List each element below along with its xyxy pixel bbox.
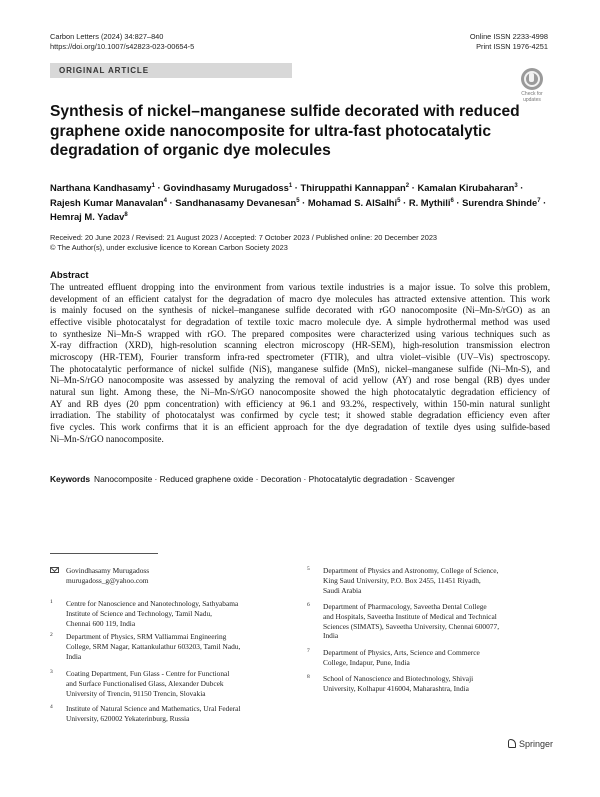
print-issn: Print ISSN 1976-4251: [476, 42, 548, 51]
author-name: Thiruppathi Kannappan: [300, 182, 406, 194]
affiliation-number: 7: [307, 648, 310, 654]
author-name: R. Mythili: [408, 196, 451, 208]
affiliation-line: Department of Physics, Arts, Science and Commerce: [323, 648, 480, 657]
affiliation-number: 6: [307, 602, 310, 608]
corresponding-name: Govindhasamy Murugadoss: [66, 566, 150, 575]
keywords-text: Nanocomposite · Reduced graphene oxide · Decoration · Photocatalytic degradation · Scavenger: [94, 474, 455, 484]
envelope-icon: [50, 567, 59, 573]
author-name: Hemraj M. Yadav: [50, 211, 125, 223]
journal-header: [50, 32, 194, 52]
abstract-line: X-ray diffraction (XRD), high-resolution scanning electron microscopy (HR-SEM), high-resolution transmission electron: [50, 340, 550, 351]
affiliation-number: 5: [307, 566, 310, 572]
keywords: [50, 474, 550, 485]
abstract-line: The photocatalytic performance of nickel sulfide (NiS), manganese sulfide (MnS), nickel–manganese sulfide (Ni–Mn-S), and: [50, 363, 550, 374]
footnote-divider: [50, 553, 158, 554]
author-affiliation-ref: 4: [163, 197, 167, 204]
abstract-line: irradiation. The stability of photocatalyst was confirmed by cycle test; it showed stable degradation efficiency even after: [50, 410, 550, 421]
online-issn: Online ISSN 2233-4998: [469, 32, 548, 41]
abstract-body: [50, 282, 550, 445]
affiliation-line: India: [323, 631, 339, 641]
abstract-line: natural sun light. Among these, the Ni–Mn-S/rGO nanocomposite showed the high photocatalytic degradation efficiency of: [50, 386, 550, 397]
affiliation-line: and Hospitals, Saveetha Institute of Medical and Technical: [323, 611, 497, 621]
author-affiliation-ref: 2: [405, 183, 410, 189]
issn-header: [470, 32, 548, 52]
affiliation-line: Saudi Arabia: [323, 585, 362, 595]
affiliation-line: Institute of Natural Science and Mathematics, Ural Federal: [66, 704, 241, 713]
author-name: Sandhanasamy Devanesan: [175, 196, 297, 208]
badge-line-2: updates: [523, 97, 541, 103]
springer-horse-icon: [508, 739, 516, 748]
affiliation-line: Chennai 600 119, India: [66, 618, 136, 628]
affiliation-line: Department of Pharmacology, Saveetha Dental College: [323, 602, 487, 611]
publisher-logo: [508, 739, 553, 749]
abstract-line: five cycles. This work confirms that it is an efficient approach for the dye degradation of textile dyes using sulfide-based: [50, 421, 550, 432]
affiliation-line: India: [66, 651, 82, 661]
affiliation-number: 2: [50, 632, 53, 638]
author-affiliation-ref: 1: [288, 183, 293, 189]
author-name: Kamalan Kirubaharan: [417, 182, 515, 194]
affiliation-line: University, 620002 Yekaterinburg, Russia: [66, 713, 190, 723]
abstract-line: effective visible photocatalyst for degradation of textile toxic macro molecule dye. A simple hydrothermal method was used: [50, 316, 550, 327]
article-type-banner: [50, 63, 292, 78]
affiliation-line: Sciences (SIMATS), Saveetha University, Chennai 600077,: [323, 621, 500, 631]
affiliation-number: 1: [50, 599, 53, 605]
author-affiliation-ref: 5: [397, 197, 401, 204]
abstract-line: Ni–Mn-S/rGO nanocomposite.: [50, 433, 164, 444]
affiliation-number: 3: [50, 669, 53, 675]
author-affiliation-ref: 1: [151, 183, 155, 189]
keywords-label: Keywords: [50, 474, 91, 484]
author-name: Surendra Shinde: [462, 196, 538, 208]
doi-link[interactable]: https://doi.org/10.1007/s42823-023-00654-5: [50, 42, 195, 51]
affiliation-line: College, SRM Nagar, Kattankulathur 603203, Tamil Nadu,: [66, 641, 241, 651]
affiliation-line: King Saud University, P.O. Box 2455, 11451 Riyadh,: [323, 575, 481, 585]
affiliation-line: College, Indapur, Pune, India: [323, 657, 410, 667]
affiliation-line: Institute of Science and Technology, Tamil Nadu,: [66, 608, 212, 618]
abstract-line: development of an efficient catalyst for the degradation of macro dye molecules has attracted extensive attention. This work: [50, 293, 550, 304]
affiliation-line: University of Trencin, 91150 Trencin, Slovakia: [66, 688, 206, 698]
corresponding-email[interactable]: murugadoss_g@yahoo.com: [66, 575, 149, 585]
affiliation-number: 4: [50, 704, 53, 710]
abstract-line: Ni–Mn-S/rGO nanocomposite was assessed by analyzing the removal of acid yellow (AY) and rose bengal (RB) dyes under: [50, 375, 550, 386]
article-dates: [50, 233, 550, 253]
article-type-label: ORIGINAL ARTICLE: [59, 66, 149, 75]
abstract-line: to synthesize Ni–Mn-S wrapped with rGO. The prepared composites were characterized using various techniques such as: [50, 328, 550, 339]
affiliation-line: School of Nanoscience and Biotechnology, Shivaji: [323, 674, 474, 683]
author-name: Mohamad S. AlSalhi: [307, 196, 398, 208]
check-for-updates-badge[interactable]: [518, 68, 546, 103]
author-name: Narthana Kandhasamy: [50, 182, 152, 194]
check-for-updates-icon: [521, 68, 543, 90]
author-affiliation-ref: 8: [124, 212, 128, 219]
author-affiliation-ref: 6: [450, 197, 454, 204]
abstract-line: is mainly focused on the synthesis of nickel–manganese sulfide decorated with rGO nanocomposite (Ni–Mn-S/rGO) as an: [50, 305, 550, 316]
affiliation-line: University, Kolhapur 416004, Maharashtra, India: [323, 683, 469, 693]
affiliation-line: and Surface Functionalised Glass, Alexander Dubcek: [66, 678, 224, 688]
publication-history: Received: 20 June 2023 / Revised: 21 August 2023 / Accepted: 7 October 2023 / Published online: 20 December 2023: [50, 233, 438, 242]
abstract-line: AY and RB dyes (20 ppm concentration) with efficiency at 96.1 and 93.2%, respectively, within 150-min natural sunlight: [50, 398, 550, 409]
author-affiliation-ref: 7: [537, 197, 541, 204]
author-affiliation-ref: 5: [296, 197, 300, 204]
author-affiliation-ref: 3: [514, 183, 518, 189]
copyright-notice: © The Author(s), under exclusive licence to Korean Carbon Society 2023: [50, 243, 288, 252]
affiliation-line: Department of Physics and Astronomy, College of Science,: [323, 566, 499, 575]
abstract-heading: Abstract: [50, 270, 89, 281]
affiliation-line: Coating Department, Fun Glass - Centre for Functional: [66, 669, 230, 678]
author-name: Rajesh Kumar Manavalan: [50, 196, 164, 208]
badge-line-1: Check for: [521, 91, 543, 97]
abstract-line: microscopy (HR-TEM), Fourier transform infra-red spectrometer (FTIR), and ultra violet–visible (UV–Vis) spectroscopy.: [50, 351, 550, 362]
affiliation-line: Centre for Nanoscience and Nanotechnology, Sathyabama: [66, 599, 239, 608]
affiliation-line: Department of Physics, SRM Valliammai Engineering: [66, 632, 227, 641]
publisher-name: Springer: [519, 739, 554, 749]
affiliation-number: 8: [307, 674, 310, 680]
author-list: Narthana Kandhasamy$^1$ · Govindhasamy Murugadoss$^1$ · Thiruppathi Kannappan$^2$ · Kamalan Kirubaharan$^3$ · Rajesh Kumar Manavalan$^4$ · Sandhanasamy Devanesan$^5$ · Mohamad S. AlSalhi$^5$ · R. Mythili$^6$ · Surendra Shinde$^7$ · Hemraj M. Yadav$^8$: [50, 182, 547, 223]
journal-citation: Carbon Letters (2024) 34:827–840: [50, 32, 164, 41]
article-title: Synthesis of nickel–manganese sulfide decorated with reduced graphene oxide nanocomposite for ultra-fast photocatalytic degradation of organic dye molecules: [50, 103, 520, 159]
abstract-line: The untreated effluent dropping into the environment from various textile industries is a major issue. To solve this problem,: [50, 282, 550, 292]
author-name: Govindhasamy Murugadoss: [163, 182, 289, 194]
